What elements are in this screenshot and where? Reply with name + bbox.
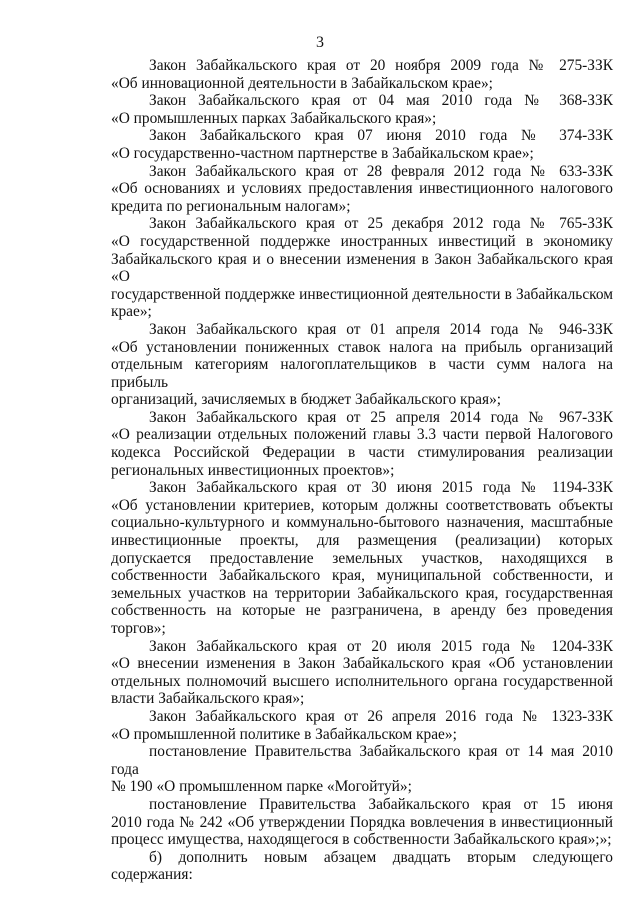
text-line: «О промышленной политике в Забайкальском крае»; <box>111 725 457 743</box>
text-line: постановление Правительства Забайкальского края от 15 июня <box>149 795 613 813</box>
text-line: допускается предоставление земельных участков, находящихся в <box>111 549 613 567</box>
text-line: «Об установлении критериев, которым должны соответствовать объекты <box>111 496 613 514</box>
paragraph <box>111 321 613 409</box>
text-line: «О государственной поддержке иностранных инвестиций в экономику <box>111 232 613 250</box>
text-line: Закон Забайкальского края от 26 апреля 2016 года № 1323-ЗЗК <box>149 707 613 725</box>
paragraph <box>111 849 613 884</box>
text-line: постановление Правительства Забайкальского края от 14 мая 2010 года <box>111 743 613 778</box>
text-line: крае»; <box>111 303 152 321</box>
text-line: Закон Забайкальского края от 30 июня 2015 года № 1194-ЗЗК <box>149 479 613 497</box>
text-line: кодекса Российской Федерации в части стимулирования реализации <box>111 444 613 462</box>
text-line: Закон Забайкальского края от 25 декабря 2012 года № 765-ЗЗК <box>149 215 613 233</box>
text-line: кредита по региональным налогам»; <box>111 197 351 215</box>
text-line: Закон Забайкальского края от 20 июля 2015 года № 1204-ЗЗК <box>149 637 613 655</box>
paragraph <box>111 479 613 637</box>
paragraph <box>111 163 613 216</box>
paragraph <box>111 743 613 796</box>
text-line: собственности Забайкальского края, муниципальной собственности, и <box>111 567 613 585</box>
paragraph <box>111 796 613 849</box>
text-line: Закон Забайкальского края от 01 апреля 2014 года № 946-ЗЗК <box>149 320 613 338</box>
text-line: организаций, зачисляемых в бюджет Забайкальского края»; <box>111 391 502 409</box>
text-line: земельных участков на территории Забайкальского края, государственная <box>111 584 613 602</box>
text-line: собственность на которые не разграничена, в аренду без проведения торгов»; <box>111 602 613 637</box>
text-line: «О промышленных парках Забайкальского края»; <box>111 109 437 127</box>
document-body <box>111 57 613 884</box>
text-line: «Об основаниях и условиях предоставления инвестиционного налогового <box>111 180 613 198</box>
text-line: «О внесении изменения в Закон Забайкальского края «Об установлении <box>111 655 613 673</box>
text-line: Закон Забайкальского края от 20 ноября 2009 года № 275-ЗЗК <box>149 57 613 74</box>
text-line: № 190 «О промышленном парке «Могойтуй»; <box>111 778 412 796</box>
text-line: Забайкальского края и о внесении изменения в Закон Забайкальского края «О <box>111 250 613 286</box>
paragraph <box>111 92 613 127</box>
text-line: «О реализации отдельных положений главы 3.3 части первой Налогового <box>111 426 613 444</box>
text-line: Закон Забайкальского края 07 июня 2010 года № 374-ЗЗК <box>149 127 613 145</box>
paragraph <box>111 215 613 321</box>
page-number: 3 <box>316 34 324 51</box>
text-line: власти Забайкальского края»; <box>111 690 305 708</box>
text-line: б) дополнить новым абзацем двадцать вторым следующего <box>149 848 613 866</box>
paragraph <box>111 409 613 479</box>
text-line: региональных инвестиционных проектов»; <box>111 461 395 479</box>
text-line: отдельным категориям налогоплательщиков в части сумм налога на прибыль <box>111 356 613 391</box>
paragraph <box>111 638 613 708</box>
text-line: отдельных полномочий высшего исполнительного органа государственной <box>111 672 613 690</box>
text-line: процесс имущества, находящегося в собственности Забайкальского края»;»; <box>111 831 612 849</box>
text-line: инвестиционные проекты, для размещения (реализации) которых <box>111 532 613 550</box>
text-line: социально-культурного и коммунально-бытового назначения, масштабные <box>111 514 613 532</box>
paragraph <box>111 708 613 743</box>
text-line: Закон Забайкальского края от 04 мая 2010 года № 368-ЗЗК <box>149 92 613 110</box>
text-line: «Об установлении пониженных ставок налога на прибыль организаций <box>111 338 613 356</box>
paragraph <box>111 57 613 92</box>
text-line: Закон Забайкальского края от 28 февраля 2012 года № 633-ЗЗК <box>149 162 613 180</box>
text-line: Закон Забайкальского края от 25 апреля 2014 года № 967-ЗЗК <box>149 408 613 426</box>
text-line: государственной поддержке инвестиционной деятельности в Забайкальском <box>111 285 613 303</box>
text-line: «О государственно-частном партнерстве в Забайкальском крае»; <box>111 144 534 162</box>
paragraph <box>111 127 613 162</box>
text-line: «Об инновационной деятельности в Забайкальском крае»; <box>111 74 493 92</box>
text-line: содержания: <box>111 866 193 884</box>
text-line: 2010 года № 242 «Об утверждении Порядка вовлечения в инвестиционный <box>111 813 613 831</box>
